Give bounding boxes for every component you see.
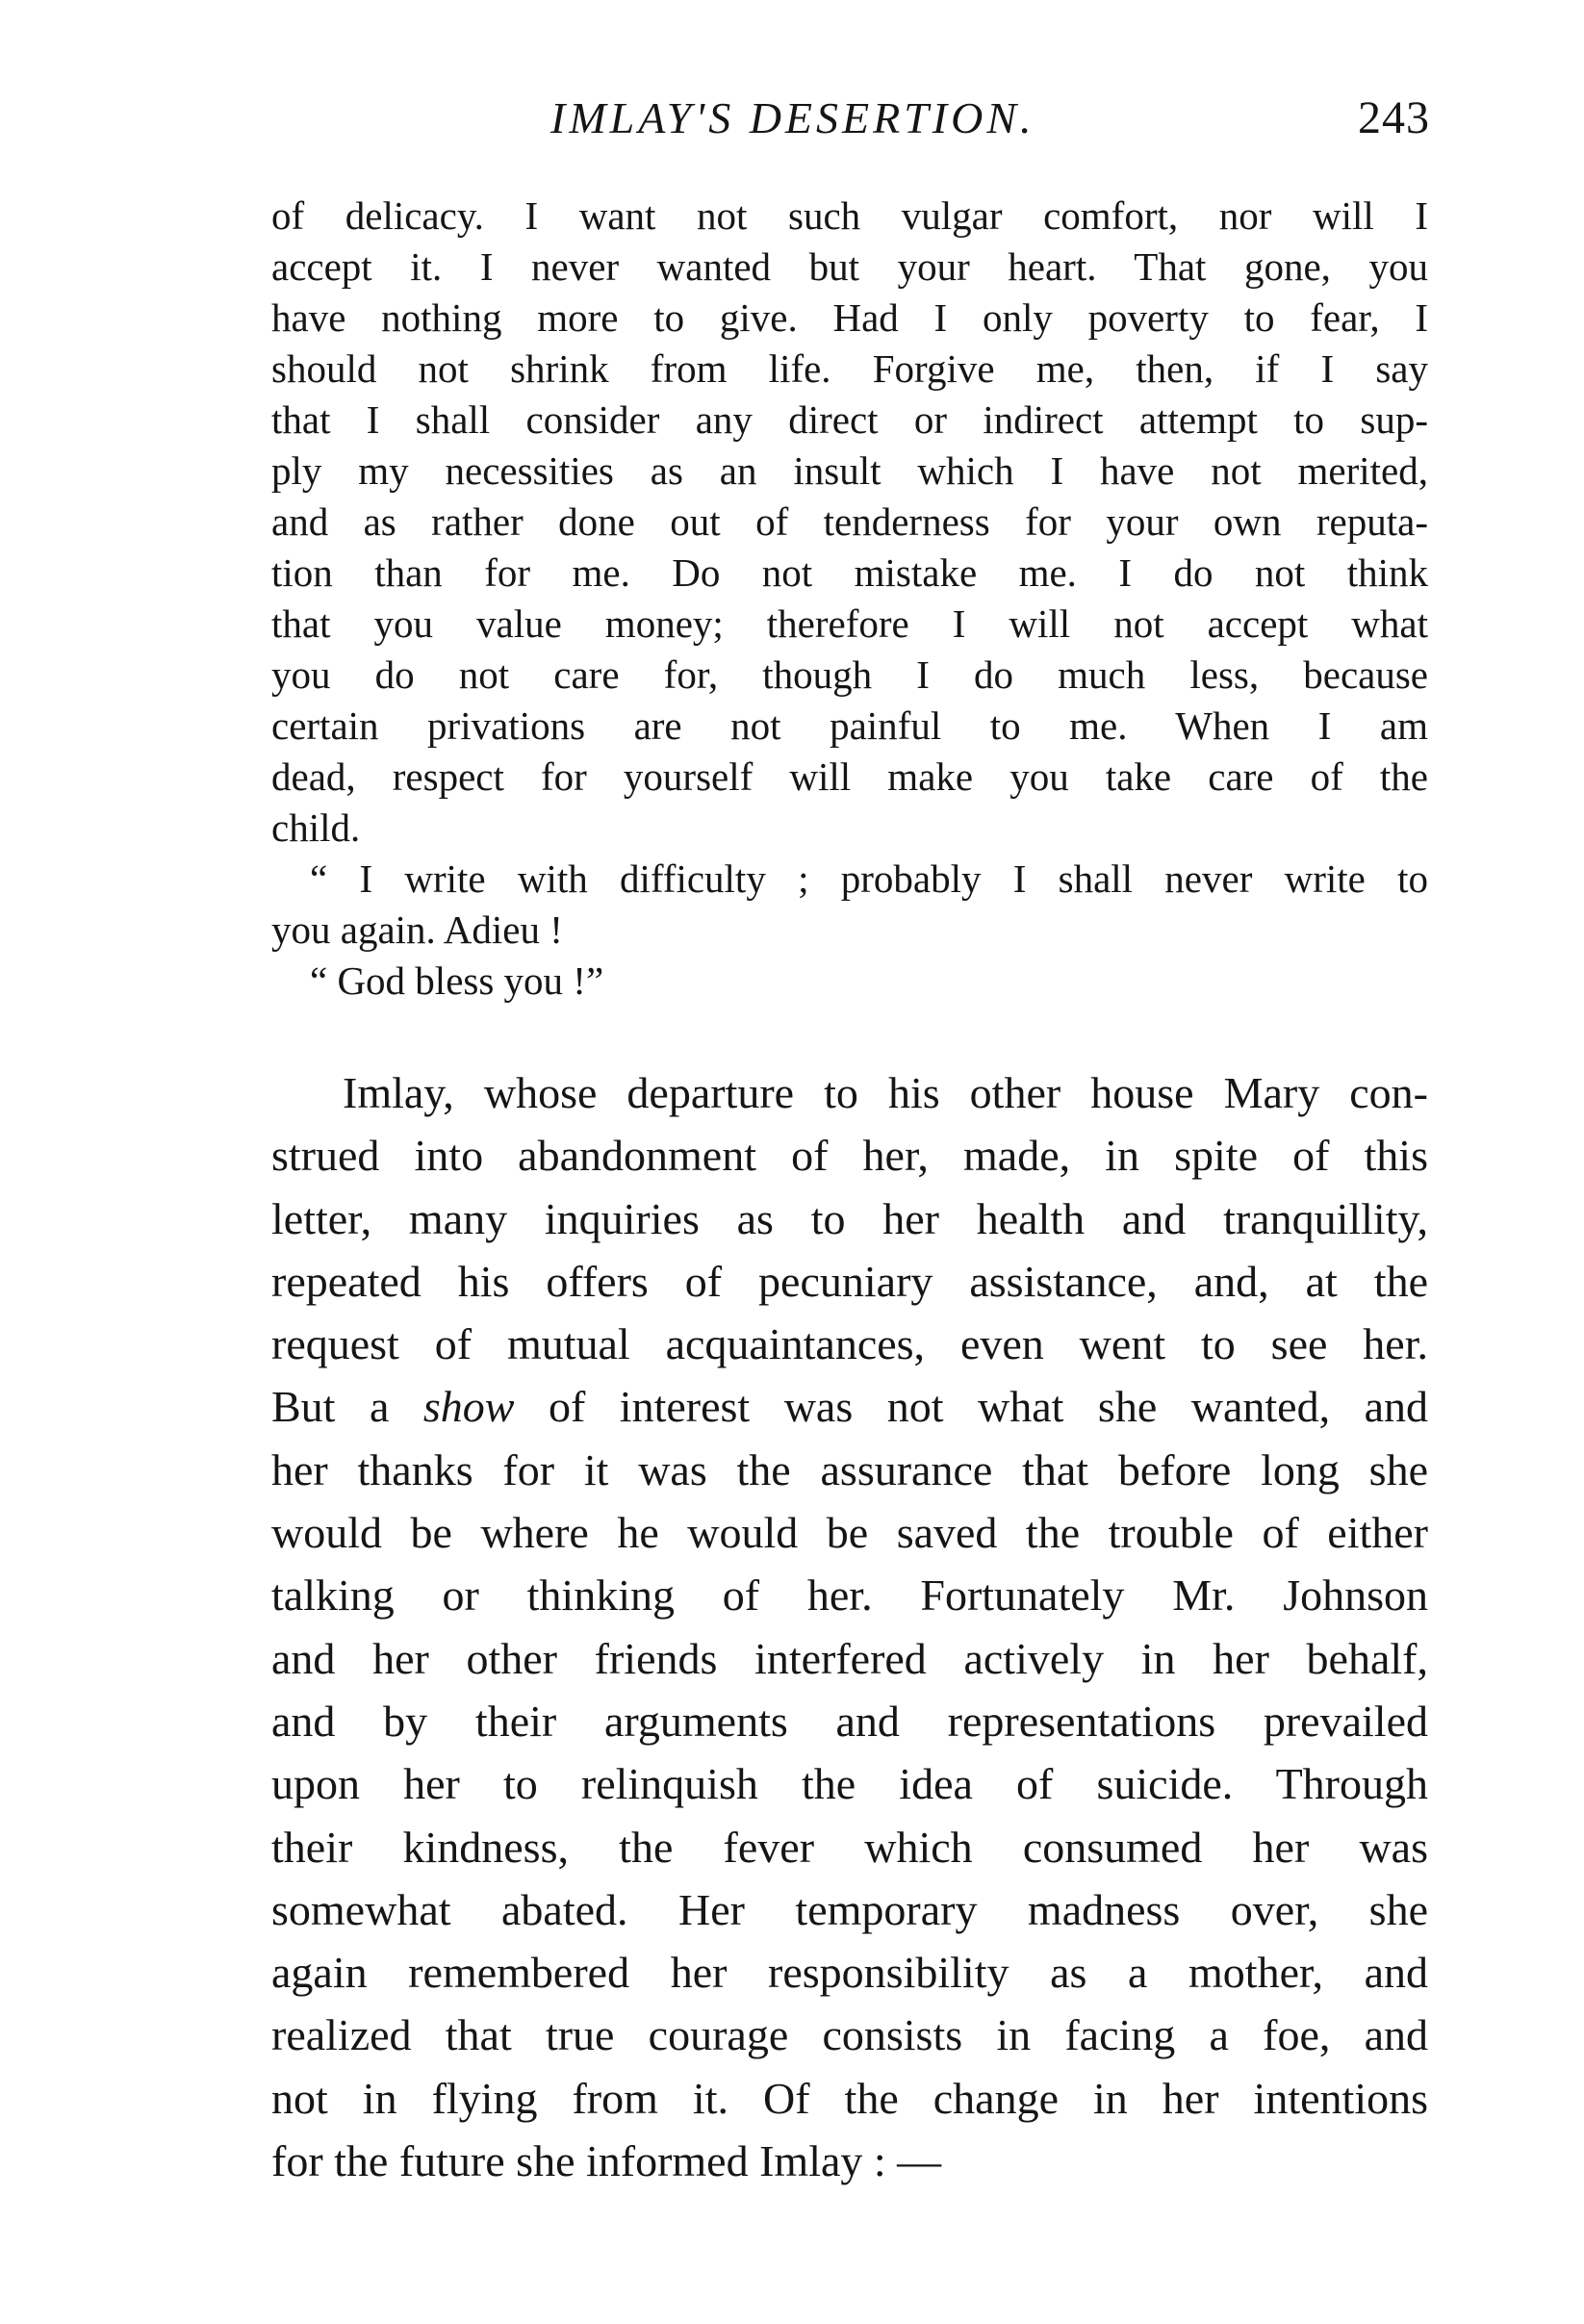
text-line: would be where he would be saved the trouble of either (271, 1508, 1428, 1558)
text-line: Imlay, whose departure to his other house Mary con- (343, 1068, 1428, 1117)
text-line: dead, respect for yourself will make you take care of the (271, 754, 1428, 799)
quoted-letter (271, 191, 1428, 1007)
text-line: letter, many inquiries as to her health and tranquillity, (271, 1193, 1428, 1243)
text-line (271, 1375, 1428, 1438)
text-line: “ I write with difficulty ; probably I shall never write to (310, 856, 1428, 901)
text-line: of delicacy. I want not such vulgar comfort, nor will I (271, 193, 1428, 238)
text-line: tion than for me. Do not mistake me. I do not think (271, 550, 1428, 595)
running-head (0, 85, 1584, 162)
text-line: and as rather done out of tenderness for your own reputa- (271, 499, 1428, 544)
text-line: and her other friends interfered actively in her behalf, (271, 1633, 1428, 1683)
line-segment: But a (271, 1382, 423, 1432)
text-line: strued into abandonment of her, made, in spite of this (271, 1131, 1428, 1181)
text-line: ply my necessities as an insult which I have not merited, (271, 448, 1428, 493)
text-line: that you value money; therefore I will not accept what (271, 601, 1428, 646)
text-line: not in flying from it. Of the change in her intentions (271, 2073, 1428, 2123)
running-title: IMLAY'S DESERTION. (550, 93, 1035, 142)
text-line: somewhat abated. Her temporary madness over, she (271, 1884, 1428, 1934)
text-line: their kindness, the fever which consumed her was (271, 1822, 1428, 1872)
text-line: you again. Adieu ! (271, 907, 563, 952)
narrative-paragraph (271, 1061, 1428, 2192)
page-number: 243 (1358, 92, 1430, 143)
text-line: that I shall consider any direct or indirect attempt to sup- (271, 397, 1428, 442)
text-line: realized that true courage consists in facing a foe, and (271, 2010, 1428, 2060)
text-line: for the future she informed Imlay : — (271, 2136, 942, 2186)
text-line: her thanks for it was the assurance that before long she (271, 1444, 1428, 1494)
text-line: certain privations are not painful to me. When I am (271, 703, 1428, 748)
text-line: talking or thinking of her. Fortunately Mr. Johnson (271, 1571, 1428, 1621)
line-segment: of interest was not what she wanted, and (514, 1382, 1428, 1432)
text-line: accept it. I never wanted but your heart. That gone, you (271, 244, 1428, 289)
text-line: upon her to relinquish the idea of suicide. Through (271, 1759, 1428, 1809)
text-line: child. (271, 805, 361, 850)
text-line: you do not care for, though I do much less, because (271, 652, 1428, 697)
text-line: request of mutual acquaintances, even went to see her. (271, 1319, 1428, 1369)
text-line: should not shrink from life. Forgive me, then, if I say (271, 346, 1428, 391)
text-line: “ God bless you !” (310, 958, 604, 1003)
text-line: have nothing more to give. Had I only poverty to fear, I (271, 295, 1428, 340)
emphasized-word: show (422, 1382, 515, 1432)
text-line: repeated his offers of pecuniary assistance, and, at the (271, 1256, 1428, 1306)
text-line: and by their arguments and representations prevailed (271, 1696, 1428, 1746)
text-line: again remembered her responsibility as a mother, and (271, 1948, 1428, 1998)
